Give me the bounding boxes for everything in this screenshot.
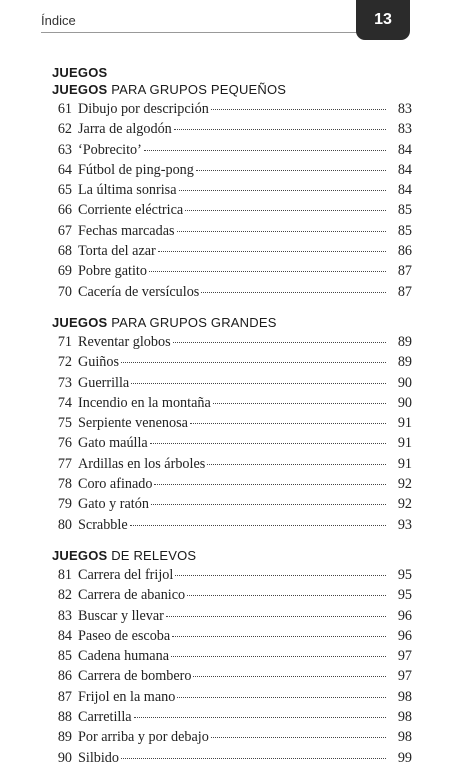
toc-main-heading: JUEGOS bbox=[52, 65, 108, 80]
entry-title: Cadena humana bbox=[78, 648, 169, 665]
entry-title: Serpiente venenosa bbox=[78, 415, 188, 432]
entry-title: Carrera de abanico bbox=[78, 587, 186, 604]
entry-page-number: 85 bbox=[397, 202, 412, 219]
toc-entry[interactable] bbox=[52, 413, 412, 433]
entry-number: 83 bbox=[57, 607, 72, 624]
entry-page-number: 84 bbox=[397, 141, 412, 158]
dot-leader bbox=[149, 271, 386, 272]
dot-leader bbox=[177, 231, 386, 232]
dot-leader bbox=[150, 443, 386, 444]
entry-title: Corriente eléctrica bbox=[78, 202, 184, 219]
dot-leader bbox=[185, 210, 386, 211]
entry-page-number: 93 bbox=[397, 516, 412, 533]
entry-page-number: 98 bbox=[397, 688, 412, 705]
entry-page-number: 91 bbox=[397, 435, 412, 452]
entry-page-number: 97 bbox=[397, 668, 412, 685]
entry-title: Carrera de bombero bbox=[78, 668, 192, 685]
entry-number: 75 bbox=[57, 415, 72, 432]
dot-leader bbox=[211, 109, 386, 110]
entry-page-number: 96 bbox=[397, 627, 412, 644]
entry-number: 84 bbox=[57, 627, 72, 644]
entry-number: 73 bbox=[57, 374, 72, 391]
entry-page-number: 96 bbox=[397, 607, 412, 624]
entry-number: 78 bbox=[57, 476, 72, 493]
toc-entry[interactable] bbox=[52, 241, 412, 261]
entry-number: 63 bbox=[57, 141, 72, 158]
entry-title: Pobre gatito bbox=[78, 263, 147, 280]
toc-entry[interactable] bbox=[52, 646, 412, 666]
toc-entry[interactable] bbox=[52, 748, 412, 768]
section-heading bbox=[52, 314, 412, 332]
section-heading-rest: PARA GRUPOS PEQUEÑOS bbox=[107, 82, 287, 97]
entry-title: Silbido bbox=[78, 749, 119, 766]
section-heading bbox=[52, 547, 412, 565]
dot-leader bbox=[154, 484, 386, 485]
entry-number: 88 bbox=[57, 709, 72, 726]
toc-entry-list bbox=[52, 565, 412, 768]
dot-leader bbox=[121, 362, 386, 363]
entry-page-number: 97 bbox=[397, 648, 412, 665]
section-heading bbox=[52, 81, 412, 99]
page-header bbox=[0, 0, 453, 42]
entry-page-number: 91 bbox=[397, 415, 412, 432]
dot-leader bbox=[144, 150, 386, 151]
entry-number: 71 bbox=[57, 333, 72, 350]
dot-leader bbox=[158, 251, 386, 252]
toc-entry[interactable] bbox=[52, 433, 412, 453]
dot-leader bbox=[171, 656, 386, 657]
dot-leader bbox=[172, 636, 386, 637]
page-number-badge: 13 bbox=[356, 0, 410, 40]
dot-leader bbox=[190, 423, 386, 424]
entry-page-number: 90 bbox=[397, 394, 412, 411]
section-heading-rest: DE RELEVOS bbox=[107, 547, 197, 563]
entry-number: 70 bbox=[57, 283, 72, 300]
running-header-title: Índice bbox=[41, 13, 76, 28]
entry-title: La última sonrisa bbox=[78, 182, 177, 199]
entry-title: Paseo de escoba bbox=[78, 627, 171, 644]
entry-page-number: 95 bbox=[397, 566, 412, 583]
toc-section-large-groups bbox=[52, 314, 412, 535]
entry-number: 74 bbox=[57, 394, 72, 411]
toc-entry[interactable] bbox=[52, 373, 412, 393]
toc-entry-list bbox=[52, 99, 412, 302]
dot-leader bbox=[175, 575, 386, 576]
table-of-contents bbox=[52, 64, 412, 768]
entry-title: Gato y ratón bbox=[78, 496, 149, 513]
entry-title: Scrabble bbox=[78, 516, 128, 533]
entry-page-number: 84 bbox=[397, 161, 412, 178]
toc-section-relays bbox=[52, 547, 412, 768]
dot-leader bbox=[130, 525, 386, 526]
entry-title: Fútbol de ping-pong bbox=[78, 161, 194, 178]
section-heading-rest: PARA GRUPOS GRANDES bbox=[107, 314, 277, 330]
entry-title: Carretilla bbox=[78, 709, 132, 726]
entry-page-number: 87 bbox=[397, 283, 412, 300]
toc-entry[interactable] bbox=[52, 200, 412, 220]
entry-number: 68 bbox=[57, 243, 72, 260]
entry-number: 89 bbox=[57, 729, 72, 746]
entry-title: Guerrilla bbox=[78, 374, 130, 391]
toc-entry[interactable] bbox=[52, 454, 412, 474]
dot-leader bbox=[151, 504, 386, 505]
toc-entry[interactable] bbox=[52, 119, 412, 139]
entry-page-number: 99 bbox=[397, 749, 412, 766]
dot-leader bbox=[187, 595, 386, 596]
entry-page-number: 83 bbox=[397, 121, 412, 138]
entry-title: Gato maúlla bbox=[78, 435, 148, 452]
entry-page-number: 85 bbox=[397, 222, 412, 239]
entry-number: 90 bbox=[57, 749, 72, 766]
toc-entry[interactable] bbox=[52, 515, 412, 535]
section-heading-bold: JUEGOS bbox=[52, 547, 108, 563]
entry-title: Por arriba y por debajo bbox=[78, 729, 209, 746]
entry-page-number: 98 bbox=[397, 729, 412, 746]
toc-entry[interactable] bbox=[52, 332, 412, 352]
entry-number: 72 bbox=[57, 354, 72, 371]
dot-leader bbox=[174, 129, 386, 130]
entry-number: 65 bbox=[57, 182, 72, 199]
toc-entry[interactable] bbox=[52, 565, 412, 585]
toc-entry[interactable] bbox=[52, 160, 412, 180]
entry-number: 86 bbox=[57, 668, 72, 685]
entry-page-number: 89 bbox=[397, 333, 412, 350]
toc-entry[interactable] bbox=[52, 666, 412, 686]
entry-title: Dibujo por descripción bbox=[78, 101, 209, 117]
entry-page-number: 86 bbox=[397, 243, 412, 260]
toc-entry[interactable] bbox=[52, 687, 412, 707]
entry-number: 69 bbox=[57, 263, 72, 280]
entry-page-number: 87 bbox=[397, 263, 412, 280]
entry-title: Coro afinado bbox=[78, 476, 153, 493]
dot-leader bbox=[207, 464, 386, 465]
entry-number: 80 bbox=[57, 516, 72, 533]
entry-title: Buscar y llevar bbox=[78, 607, 164, 624]
toc-entry[interactable] bbox=[52, 282, 412, 302]
toc-entry[interactable] bbox=[52, 585, 412, 605]
entry-title: Ardillas en los árboles bbox=[78, 455, 206, 472]
entry-number: 64 bbox=[57, 161, 72, 178]
entry-number: 77 bbox=[57, 455, 72, 472]
entry-number: 66 bbox=[57, 202, 72, 219]
entry-number: 67 bbox=[57, 222, 72, 239]
entry-title: Cacería de versículos bbox=[78, 283, 200, 300]
toc-entry-list bbox=[52, 332, 412, 535]
toc-entry[interactable] bbox=[52, 606, 412, 626]
entry-title: Reventar globos bbox=[78, 333, 171, 350]
toc-entry[interactable] bbox=[52, 727, 412, 747]
dot-leader bbox=[196, 170, 386, 171]
entry-title: Incendio en la montaña bbox=[78, 394, 211, 411]
dot-leader bbox=[213, 403, 386, 404]
toc-entry[interactable] bbox=[52, 474, 412, 494]
section-heading-bold: JUEGOS bbox=[52, 314, 108, 330]
dot-leader bbox=[173, 342, 386, 343]
dot-leader bbox=[211, 737, 386, 738]
toc-entry[interactable] bbox=[52, 180, 412, 200]
dot-leader bbox=[131, 383, 386, 384]
entry-title: Torta del azar bbox=[78, 243, 156, 260]
section-heading-bold: JUEGOS bbox=[52, 82, 108, 97]
entry-page-number: 89 bbox=[397, 354, 412, 371]
toc-entry[interactable] bbox=[52, 494, 412, 514]
toc-entry[interactable] bbox=[52, 221, 412, 241]
entry-number: 76 bbox=[57, 435, 72, 452]
dot-leader bbox=[179, 190, 386, 191]
entry-title: Frijol en la mano bbox=[78, 688, 176, 705]
entry-number: 61 bbox=[57, 101, 72, 117]
entry-page-number: 84 bbox=[397, 182, 412, 199]
toc-entry[interactable] bbox=[52, 99, 412, 119]
entry-number: 82 bbox=[57, 587, 72, 604]
dot-leader bbox=[193, 676, 386, 677]
entry-title: Carrera del frijol bbox=[78, 566, 174, 583]
toc-entry[interactable] bbox=[52, 352, 412, 372]
entry-title: Jarra de algodón bbox=[78, 121, 172, 138]
entry-page-number: 83 bbox=[397, 101, 412, 117]
entry-page-number: 91 bbox=[397, 455, 412, 472]
entry-page-number: 92 bbox=[397, 496, 412, 513]
toc-entry[interactable] bbox=[52, 393, 412, 413]
header-rule bbox=[41, 32, 359, 33]
dot-leader bbox=[121, 758, 386, 759]
entry-title: Fechas marcadas bbox=[78, 222, 175, 239]
toc-entry[interactable] bbox=[52, 626, 412, 646]
entry-number: 87 bbox=[57, 688, 72, 705]
entry-title: ‘Pobrecito’ bbox=[78, 141, 142, 158]
entry-number: 85 bbox=[57, 648, 72, 665]
dot-leader bbox=[177, 697, 386, 698]
toc-entry[interactable] bbox=[52, 140, 412, 160]
toc-entry[interactable] bbox=[52, 261, 412, 281]
entry-page-number: 92 bbox=[397, 476, 412, 493]
entry-number: 62 bbox=[57, 121, 72, 138]
entry-number: 79 bbox=[57, 496, 72, 513]
entry-title: Guiños bbox=[78, 354, 119, 371]
dot-leader bbox=[166, 616, 386, 617]
entry-number: 81 bbox=[57, 566, 72, 583]
entry-page-number: 90 bbox=[397, 374, 412, 391]
entry-page-number: 95 bbox=[397, 587, 412, 604]
toc-section-small-groups bbox=[52, 81, 412, 302]
toc-entry[interactable] bbox=[52, 707, 412, 727]
entry-page-number: 98 bbox=[397, 709, 412, 726]
dot-leader bbox=[201, 292, 386, 293]
dot-leader bbox=[134, 717, 386, 718]
